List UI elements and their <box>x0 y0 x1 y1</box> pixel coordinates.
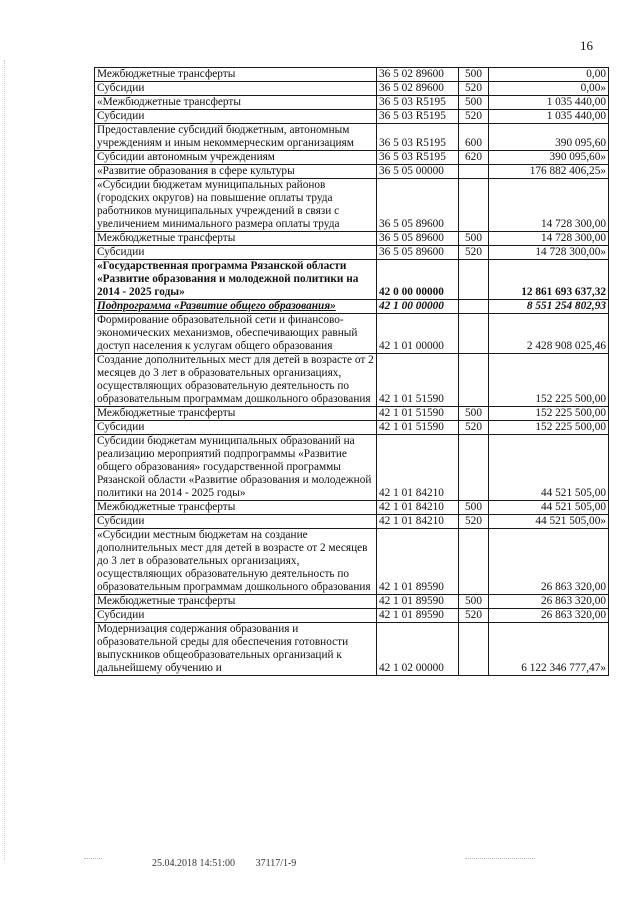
cell-name: Субсидии <box>95 246 377 260</box>
cell-code: 42 1 02 00000 <box>377 623 459 676</box>
cell-code: 36 5 02 89600 <box>377 68 459 82</box>
cell-code: 42 1 00 00000 <box>377 300 459 314</box>
table-row <box>95 232 609 246</box>
cell-sum: 12 861 693 637,32 <box>489 260 609 300</box>
cell-expense-type: 520 <box>459 110 489 124</box>
table-row <box>95 407 609 421</box>
table-row <box>95 96 609 110</box>
cell-sum: 44 521 505,00» <box>489 515 609 529</box>
cell-expense-type <box>459 354 489 407</box>
page-number: 16 <box>580 38 593 53</box>
cell-name: «Субсидии местным бюджетам на создание дополнительных мест для детей в возрасте от 2 месяцев до 3 лет в образовательных организациях, осуществляющих образовательную деятельность по образовательным программам дошкольного образования <box>95 529 377 595</box>
cell-code: 42 1 01 51590 <box>377 407 459 421</box>
cell-name: Межбюджетные трансферты <box>95 68 377 82</box>
cell-name: Межбюджетные трансферты <box>95 595 377 609</box>
cell-sum: 390 095,60» <box>489 151 609 165</box>
cell-name: «Субсидии бюджетам муниципальных районов (городских округов) на повышение оплаты труда работников муниципальных учреждений в связи с увеличением минимального размера оплаты труда <box>95 179 377 232</box>
cell-expense-type: 500 <box>459 407 489 421</box>
cell-name: Модернизация содержания образования и образовательной среды для обеспечения готовности выпускников общеобразовательных организаций к дальнейшему обучению и <box>95 623 377 676</box>
cell-name: Подпрограмма «Развитие общего образования» <box>95 300 377 314</box>
table-row <box>95 300 609 314</box>
cell-name: Субсидии <box>95 110 377 124</box>
footer-mark-left <box>84 858 102 867</box>
cell-expense-type <box>459 260 489 300</box>
cell-sum: 44 521 505,00 <box>489 435 609 501</box>
cell-name: Субсидии <box>95 515 377 529</box>
cell-expense-type: 500 <box>459 501 489 515</box>
cell-code: 36 5 05 00000 <box>377 165 459 179</box>
cell-sum: 26 863 320,00 <box>489 609 609 623</box>
cell-sum: 176 882 406,25» <box>489 165 609 179</box>
cell-sum: 0,00» <box>489 82 609 96</box>
table-row <box>95 595 609 609</box>
table-row <box>95 82 609 96</box>
cell-expense-type <box>459 623 489 676</box>
table-row <box>95 68 609 82</box>
cell-code: 42 1 01 84210 <box>377 501 459 515</box>
cell-name: Субсидии автономным учреждениям <box>95 151 377 165</box>
table-row <box>95 515 609 529</box>
cell-name: Межбюджетные трансферты <box>95 407 377 421</box>
cell-expense-type: 520 <box>459 82 489 96</box>
cell-expense-type: 500 <box>459 232 489 246</box>
cell-sum: 26 863 320,00 <box>489 529 609 595</box>
cell-sum: 0,00 <box>489 68 609 82</box>
cell-expense-type <box>459 165 489 179</box>
cell-code: 36 5 03 R5195 <box>377 110 459 124</box>
cell-sum: 2 428 908 025,46 <box>489 314 609 354</box>
cell-code: 42 1 01 84210 <box>377 435 459 501</box>
table-row <box>95 260 609 300</box>
cell-sum: 390 095,60 <box>489 124 609 151</box>
cell-sum: 152 225 500,00 <box>489 421 609 435</box>
cell-code: 42 1 01 51590 <box>377 421 459 435</box>
cell-sum: 6 122 346 777,47» <box>489 623 609 676</box>
table-row <box>95 314 609 354</box>
cell-code: 36 5 05 89600 <box>377 232 459 246</box>
budget-table-body <box>95 68 609 676</box>
cell-sum: 14 728 300,00 <box>489 179 609 232</box>
cell-code: 42 1 01 89590 <box>377 529 459 595</box>
table-row <box>95 165 609 179</box>
table-row <box>95 529 609 595</box>
table-row <box>95 124 609 151</box>
cell-expense-type <box>459 179 489 232</box>
cell-sum: 14 728 300,00» <box>489 246 609 260</box>
footer-mark-right <box>465 858 535 867</box>
cell-code: 42 1 01 00000 <box>377 314 459 354</box>
table-row <box>95 151 609 165</box>
cell-code: 36 5 03 R5195 <box>377 151 459 165</box>
cell-sum: 8 551 254 802,93 <box>489 300 609 314</box>
cell-code: 36 5 03 R5195 <box>377 96 459 110</box>
cell-expense-type: 500 <box>459 68 489 82</box>
table-row <box>95 501 609 515</box>
cell-name: Субсидии <box>95 82 377 96</box>
cell-expense-type <box>459 529 489 595</box>
cell-expense-type: 500 <box>459 96 489 110</box>
table-row <box>95 609 609 623</box>
cell-code: 36 5 02 89600 <box>377 82 459 96</box>
cell-name: Формирование образовательной сети и финансово-экономических механизмов, обеспечивающих равный доступ населения к услугам общего образования <box>95 314 377 354</box>
cell-name: Субсидии <box>95 609 377 623</box>
cell-expense-type: 520 <box>459 421 489 435</box>
cell-expense-type: 520 <box>459 609 489 623</box>
table-row <box>95 179 609 232</box>
cell-name: Субсидии <box>95 421 377 435</box>
cell-expense-type: 600 <box>459 124 489 151</box>
cell-code: 42 1 01 89590 <box>377 609 459 623</box>
cell-sum: 152 225 500,00 <box>489 354 609 407</box>
cell-code: 42 0 00 00000 <box>377 260 459 300</box>
cell-expense-type <box>459 435 489 501</box>
cell-name: «Межбюджетные трансферты <box>95 96 377 110</box>
cell-name: Создание дополнительных мест для детей в возрасте от 2 месяцев до 3 лет в образовательных организациях, осуществляющих образовательную деятельность по образовательным программам дошкольного образования <box>95 354 377 407</box>
cell-name: Предоставление субсидий бюджетным, автономным учреждениям и иным некоммерческим организациям <box>95 124 377 151</box>
footer <box>152 858 314 869</box>
cell-code: 36 5 05 89600 <box>377 179 459 232</box>
cell-name: Межбюджетные трансферты <box>95 501 377 515</box>
cell-sum: 14 728 300,00 <box>489 232 609 246</box>
budget-table <box>94 67 609 676</box>
table-row <box>95 421 609 435</box>
cell-name: Субсидии бюджетам муниципальных образований на реализацию мероприятий подпрограммы «Развитие общего образования» государственной программы Рязанской области «Развитие образования и молодежной политики на 2014 - 2025 годы» <box>95 435 377 501</box>
cell-sum: 152 225 500,00 <box>489 407 609 421</box>
cell-code: 42 1 01 89590 <box>377 595 459 609</box>
table-row <box>95 435 609 501</box>
cell-name: «Развитие образования в сфере культуры <box>95 165 377 179</box>
table-row <box>95 354 609 407</box>
cell-sum: 1 035 440,00 <box>489 110 609 124</box>
table-row <box>95 246 609 260</box>
cell-expense-type: 520 <box>459 246 489 260</box>
cell-expense-type: 500 <box>459 595 489 609</box>
cell-expense-type: 620 <box>459 151 489 165</box>
cell-expense-type <box>459 314 489 354</box>
cell-sum: 44 521 505,00 <box>489 501 609 515</box>
footer-doc-id: 37117/1-9 <box>255 858 297 869</box>
table-row <box>95 623 609 676</box>
cell-code: 36 5 05 89600 <box>377 246 459 260</box>
table-row <box>95 110 609 124</box>
cell-code: 42 1 01 51590 <box>377 354 459 407</box>
cell-expense-type <box>459 300 489 314</box>
cell-name: Межбюджетные трансферты <box>95 232 377 246</box>
cell-code: 36 5 03 R5195 <box>377 124 459 151</box>
scan-edge-line <box>4 60 6 860</box>
cell-expense-type: 520 <box>459 515 489 529</box>
cell-sum: 26 863 320,00 <box>489 595 609 609</box>
cell-name: «Государственная программа Рязанской области «Развитие образования и молодежной политики на 2014 - 2025 годы» <box>95 260 377 300</box>
cell-sum: 1 035 440,00 <box>489 96 609 110</box>
cell-code: 42 1 01 84210 <box>377 515 459 529</box>
footer-datetime: 25.04.2018 14:51:00 <box>152 858 236 869</box>
